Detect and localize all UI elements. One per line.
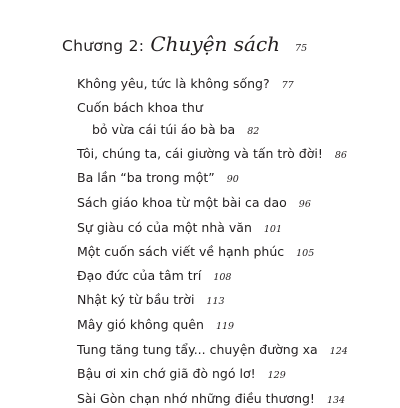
toc-entry [77, 391, 345, 408]
chapter-title: Chuyện sách [150, 32, 281, 56]
toc-entry-page: 86 [334, 150, 347, 161]
toc-entry [77, 292, 225, 309]
toc-entry-title: Nhật ký từ bầu trời [77, 292, 195, 307]
toc-entry-page: 134 [326, 395, 346, 406]
toc-entry [77, 366, 286, 383]
toc-entry-title: Sách giáo khoa từ một bài ca dao [77, 195, 287, 210]
toc-entry-page: 77 [281, 80, 294, 91]
toc-entry-page: 96 [298, 199, 311, 210]
toc-entry-title: Một cuốn sách viết về hạnh phúc [77, 244, 285, 259]
toc-entry-title: Cuốn bách khoa thư [77, 100, 203, 115]
toc-entry [77, 220, 282, 237]
toc-entry-title: Sài Gòn chạn nhớ những điều thương! [77, 391, 315, 406]
toc-entry [77, 317, 234, 334]
chapter-label: Chương 2: [62, 37, 145, 55]
toc-entry [77, 170, 239, 187]
toc-entry-title-continued [77, 122, 259, 139]
toc-entry-title: Sự giàu có của một nhà văn [77, 220, 252, 235]
toc-entry-page: 101 [263, 224, 283, 235]
toc-entry-page: 119 [215, 321, 235, 332]
toc-entry-title: Bậu ơi xin chớ giã đò ngó lơ! [77, 366, 256, 381]
toc-entry-title: Ba lần “ba trong một” [77, 170, 215, 185]
chapter-page-number: 75 [295, 43, 308, 54]
toc-entry-title: Tung tăng tung tẩy... chuyện đường xa [77, 342, 318, 357]
toc-entry-page: 105 [296, 248, 315, 259]
toc-entry [77, 244, 314, 261]
toc-entry-page: 113 [206, 296, 225, 307]
toc-entry-title: Không yêu, tức là không sống? [77, 76, 270, 91]
toc-entry-title-line2: bỏ vừa cái túi áo bà ba [92, 122, 236, 137]
toc-entry-page: 124 [329, 346, 348, 357]
chapter-heading [62, 34, 307, 55]
toc-entry-page: 108 [213, 272, 232, 283]
toc-entry [77, 342, 348, 359]
toc-entry-title: Mây gió không quên [77, 317, 204, 332]
toc-entry [77, 268, 231, 285]
toc-entry-page: 129 [267, 370, 286, 381]
toc-entry [77, 146, 347, 163]
toc-entry-page: 90 [226, 174, 239, 185]
toc-entry [77, 195, 311, 212]
toc-entry-title: Đạo đức của tâm trí [77, 268, 202, 283]
toc-entry-page: 82 [247, 126, 260, 137]
toc-entry-title: Tôi, chúng ta, cái giường và tấn trò đời! [77, 146, 323, 161]
toc-entry [77, 100, 259, 139]
toc-entry [77, 76, 294, 93]
